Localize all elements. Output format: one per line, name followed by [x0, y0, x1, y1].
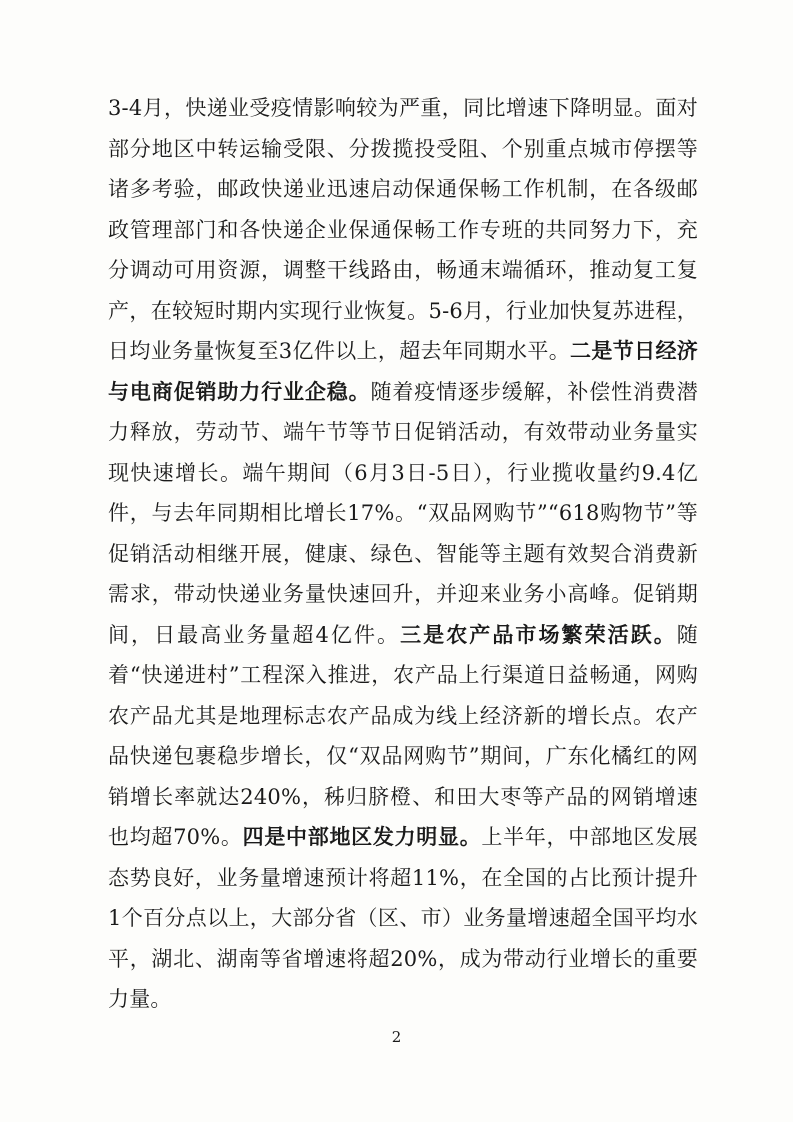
body-paragraph [108, 88, 698, 1020]
body-heading-run: 二是节日经济与电商促销助力行业企稳。 [108, 338, 698, 404]
page-number: 2 [391, 1028, 402, 1046]
body-text-run: 随着疫情逐步缓解，补偿性消费潜力释放，劳动节、端午节等节日促销活动，有效带动业务量实现快速增长。端午期间（6月3日-5日），行业揽收量约9.4亿件，与去年同期相比增长17%。“双品网购节”“618购物节”等促销活动相继开展，健康、绿色、智能等主题有效契合消费新需求，带动快递业务量快速回升，并迎来业务小高峰。促销期间，日最高业务量超4亿件。 [108, 379, 699, 647]
body-text-run: 随着“快递进村”工程深入推进，农产品上行渠道日益畅通，网购农产品尤其是地理标志农产品成为线上经济新的增长点。农产品快递包裹稳步增长，仅“双品网购节”期间，广东化橘红的网销增长率就达240%，秭归脐橙、和田大枣等产品的网销增速也均超70%。 [108, 622, 698, 849]
body-heading-run: 三是农产品市场繁荣活跃。 [400, 621, 677, 647]
body-heading-run: 四是中部地区发力明显。 [242, 824, 482, 849]
body-text-run: 上半年，中部地区发展态势良好，业务量增速预计将超11%，在全国的占比预计提升1个百分点以上，大部分省（区、市）业务量增速超全国平均水平，湖北、湖南等省增速将超20%，成为带动行业增长的重要力量。 [108, 825, 698, 1011]
body-text-run: 3-4月，快递业受疫情影响较为严重，同比增速下降明显。面对部分地区中转运输受限、分拨揽投受阻、个别重点城市停摆等诸多考验，邮政快递业迅速启动保通保畅工作机制，在各级邮政管理部门和各快递企业保通保畅工作专班的共同努力下，充分调动可用资源，调整干线路由，畅通末端循环，推动复工复产，在较短时期内实现行业恢复。5-6月，行业加快复苏进程，日均业务量恢复至3亿件以上，超去年同期水平。 [108, 96, 698, 363]
page-body [108, 88, 698, 1020]
